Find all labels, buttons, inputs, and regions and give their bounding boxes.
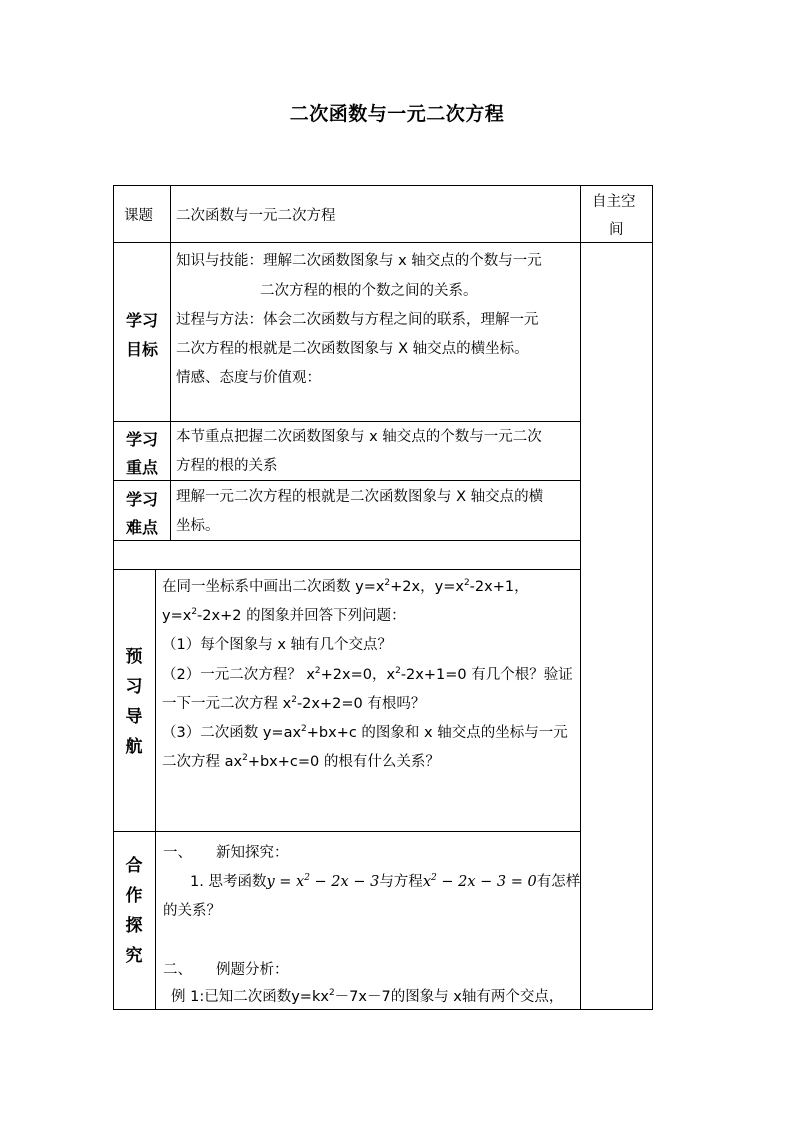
difficulty-label-line1: 学习 [125,490,158,509]
goals-text-line4: 二次方程的根就是二次函数图象与 X 轴交点的横坐标。 [176,341,529,357]
topic-value: 二次函数与一元二次方程 [176,208,336,224]
explore-question-1: 1. 思考函数$y = x^2 - 2x - 3$与方程$x^2 - 2x - 3 = 0$有怎样 [190,873,581,890]
table-border-top [113,185,653,186]
row-sep-preview [113,831,581,832]
explore-label-char: 合 [125,856,143,876]
row-sep-blank [113,569,581,570]
preview-text-line2: $y=x^2-2x+2$ 的图象并回答下列问题： [162,607,406,624]
focus-text-line2: 方程的根的关系 [176,458,278,474]
goals-label-line2: 目标 [125,340,158,359]
row-sep-topic [113,242,653,243]
explore-label-char: 究 [125,946,143,966]
section-1-number: 一、 [163,845,192,861]
preview-label-char: 航 [125,737,143,757]
label-column-divider-lower [155,569,156,1010]
side-column-label-line1: 自主空 [592,194,636,210]
focus-label-line1: 学习 [125,430,158,449]
section-1-title: 新知探究： [216,845,289,861]
table-border-right [652,185,653,1010]
difficulty-text-line1: 理解一元二次方程的根就是二次函数图象与 X 轴交点的横 [176,489,544,505]
table-border-bottom [113,1009,653,1010]
preview-question-2-cont: 一下一元二次方程 $x^2-2x+2=0$ 有根吗？ [162,695,426,712]
focus-label-line2: 重点 [125,458,158,477]
goals-text-line1: 知识与技能：理解二次函数图象与 x 轴交点的个数与一元 [176,253,542,269]
goals-label-line1: 学习 [125,311,158,330]
row-sep-goals [113,421,581,422]
row-sep-difficulty [113,540,581,541]
goals-text-line3: 过程与方法：体会二次函数与方程之间的联系，理解一元 [176,312,539,328]
preview-question-2: （2）一元二次方程？ $x^2+2x=0$，$x^2-2x+1=0$ 有几个根？验证 [162,666,573,683]
preview-label-char: 导 [125,707,143,727]
side-column-label-line2: 间 [609,222,624,238]
section-2-title: 例题分析： [216,962,289,978]
explore-label-char: 作 [125,886,143,906]
preview-label-char: 预 [125,647,143,667]
preview-text-line1: 在同一坐标系中画出二次函数 $y=x^2+2x$，$y=x^2-2x+1$， [162,578,529,595]
preview-question-3-cont: 二次方程 $ax^2+bx+c=0$ 的根有什么关系？ [162,753,440,770]
section-2-number: 二、 [163,962,192,978]
explore-question-1-cont: 的关系？ [163,903,221,919]
preview-question-1: （1）每个图象与 x 轴有几个交点？ [162,637,393,653]
table-border-left [113,185,114,1010]
goals-text-line5: 情感、态度与价值观： [176,370,321,386]
document-title: 二次函数与一元二次方程 [289,103,505,125]
focus-text-line1: 本节重点把握二次函数图象与 x 轴交点的个数与一元二次 [176,429,542,445]
goals-text-line2: 二次方程的根的个数之间的关系。 [260,283,478,299]
explore-label-char: 探 [125,916,143,936]
difficulty-label-line2: 难点 [125,518,158,537]
topic-label: 课题 [124,208,153,224]
difficulty-text-line2: 坐标。 [176,518,220,534]
preview-question-3: （3）二次函数 $y=ax^2+bx+c$ 的图象和 x 轴交点的坐标与一元 [162,724,568,741]
example-1: 例 1:已知二次函数$y=kx^2-7x-7$的图象与 x轴有两个交点， [171,988,564,1005]
preview-label-char: 习 [125,677,143,697]
row-sep-focus [113,480,581,481]
label-column-divider-upper [170,185,171,540]
